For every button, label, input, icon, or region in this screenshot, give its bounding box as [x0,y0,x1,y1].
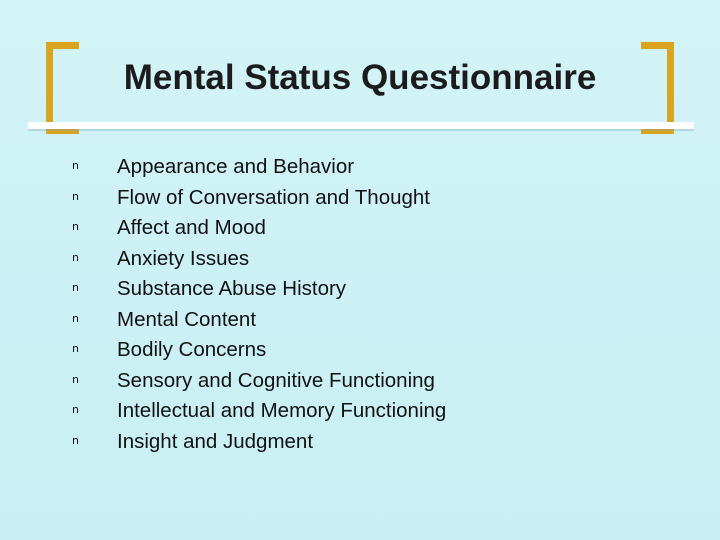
list-item [72,183,672,214]
list-item-label: Substance Abuse History [117,277,347,300]
list-item-label: Insight and Judgment [117,429,314,453]
bullet-marker-icon: n [72,159,79,172]
bullet-marker-icon: n [72,433,79,447]
list-item-label: Sensory and Cognitive Functioning [117,368,435,392]
list-item-label: Affect and Mood [117,216,266,239]
bullet-marker-icon: n [72,220,79,233]
bullet-marker-icon: n [72,342,79,355]
slide-title: Mental Status Questionnaire [123,58,597,97]
list-item-label: Intellectual and Memory Functioning [117,399,447,422]
bullet-marker-icon: n [72,403,79,416]
bullet-list [72,152,672,457]
bullet-marker-icon: n [72,311,79,325]
list-item [72,366,672,397]
list-item [72,427,672,458]
list-item [72,244,672,275]
title-divider [28,122,694,129]
list-item-label: Appearance and Behavior [117,155,355,178]
list-item-label: Flow of Conversation and Thought [117,185,431,209]
bullet-marker-icon: n [72,281,79,294]
list-item [72,152,672,183]
list-item-label: Mental Content [117,307,257,331]
list-item [72,396,672,427]
list-item [72,335,672,366]
list-item [72,274,672,305]
list-item [72,213,672,244]
bullet-marker-icon: n [72,189,79,203]
bullet-marker-icon: n [72,372,79,386]
list-item-label: Anxiety Issues [117,246,250,270]
bullet-marker-icon: n [72,250,79,264]
list-item-label: Bodily Concerns [117,338,267,361]
list-item [72,305,672,336]
